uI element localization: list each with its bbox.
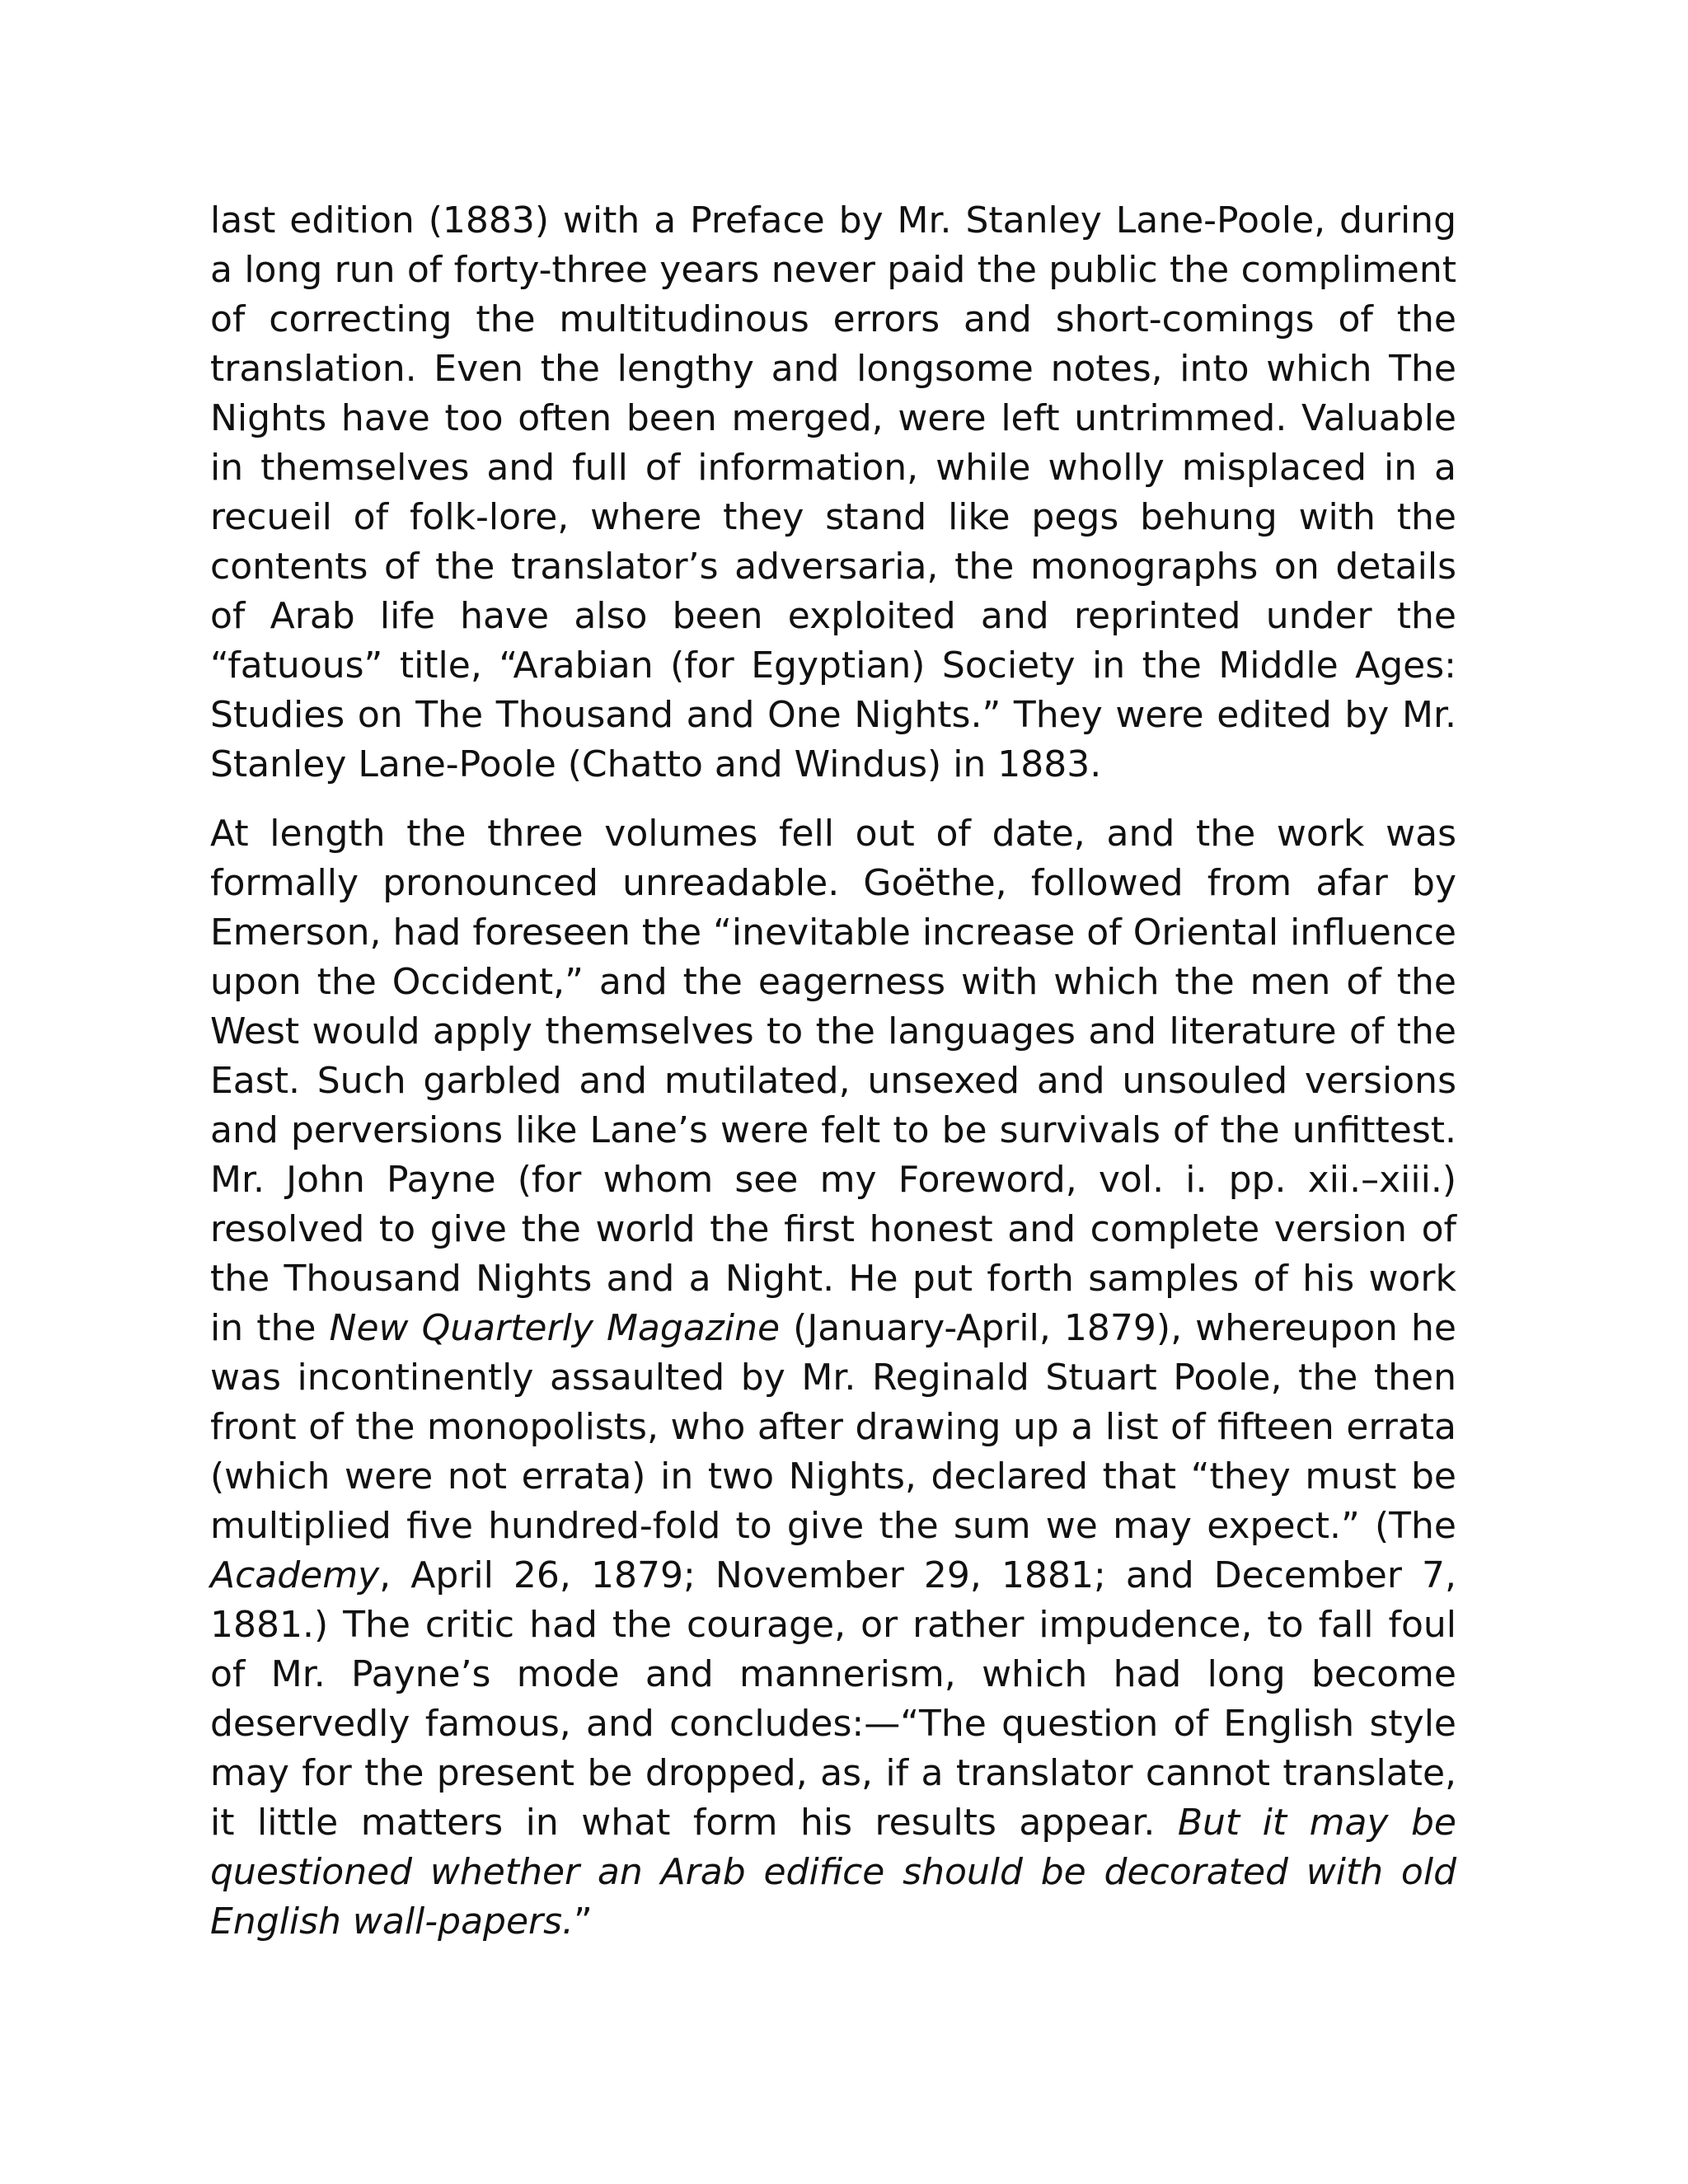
paragraph-2-text-a: At length the three volumes fell out of date, and the work was formally pronounced unreadable. Goëthe, followed from afar by Emerson, had foreseen the “inevitable increase of Oriental influence upon the Occident,” and the eagerness with which the men of the West would apply themselves to the languages and literature of the East. Such garbled and mutilated, unsexed and unsouled versions and perversions like Lane’s were felt to be survivals of the unfittest. Mr. John Payne (for whom see my Foreword, vol. i. pp. xii.–xiii.) resolved to give the world the first honest and complete version of the Thousand Nights and a Night. He put forth samples of his work in the [210, 813, 1456, 1349]
paragraph-2-text-e: , April 26, 1879; November 29, 1881; and December 7, 1881.) The critic had the courage, or rather impudence, to fall foul of Mr. Payne’s mode and mannerism, which had long become deservedly famous, and concludes:—“The question of English style may for the present be dropped, as, if a translator cannot translate, it little matters in what form his results appear. [210, 1554, 1456, 1844]
paragraph-2-text-c: (January-April, 1879), whereupon he was incontinently assaulted by Mr. Reginald Stuart Poole, the then front of the monopolists, who after drawing up a list of fifteen errata (which were not errata) in two Nights, declared that “they must be multiplied five hundred-fold to give the sum we may expect.” (The [210, 1307, 1456, 1547]
magazine-title: New Quarterly Magazine [329, 1307, 781, 1349]
paragraph-1-text: last edition (1883) with a Preface by Mr. Stanley Lane-Poole, during a long run of forty-three years never paid the public the compliment of correcting the multitudinous errors and short-comings of the translation. Even the lengthy and longsome notes, into which The Nights have too often been merged, were left untrimmed. Valuable in themselves and full of information, while wholly misplaced in a recueil of folk-lore, where they stand like pegs behung with the contents of the translator’s adversaria, the monographs on details of Arab life have also been exploited and reprinted under the “fatuous” title, “Arabian (for Egyptian) Society in the Middle Ages: Studies on The Thousand and One Nights.” They were edited by Mr. Stanley Lane-Poole (Chatto and Windus) in 1883. [210, 199, 1456, 785]
page-body [210, 196, 1456, 1966]
closing-quote: ” [574, 1900, 593, 1943]
paragraph-2 [210, 809, 1456, 1947]
italic-quote: But it may be questioned whether an Arab edifice should be decorated with old English wall-papers. [210, 1802, 1456, 1943]
paragraph-1 [210, 196, 1456, 790]
journal-title: Academy [210, 1554, 380, 1596]
